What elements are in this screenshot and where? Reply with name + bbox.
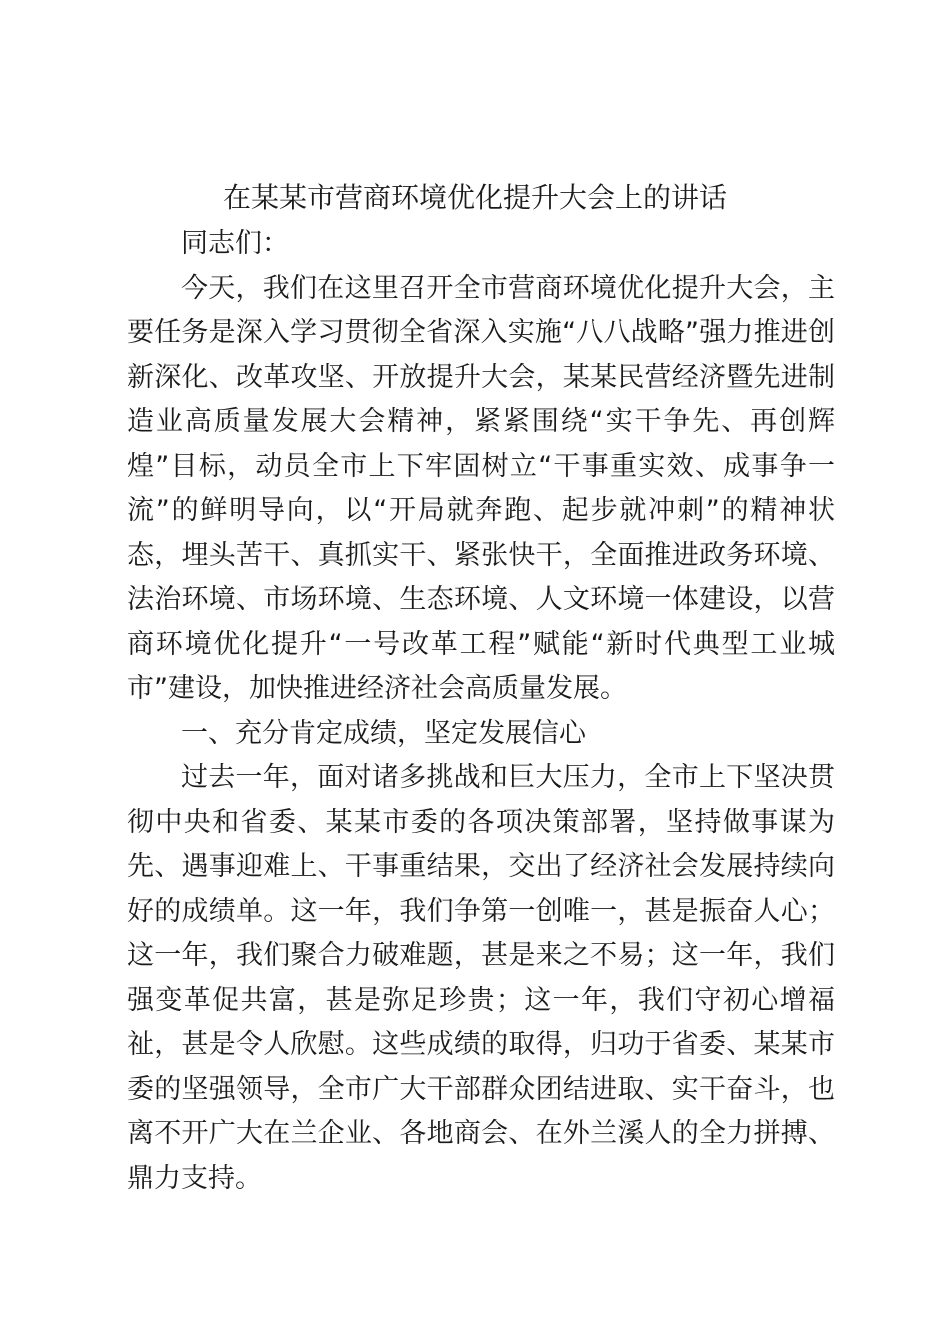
section-paragraph: 过去一年，面对诸多挑战和巨大压力，全市上下坚决贯彻中央和省委、某某市委的各项决策部署，坚持做事谋为先、遇事迎难上、干事重结果，交出了经济社会发展持续向好的成绩单。这一年，我们争第一创唯一，甚是振奋人心；这一年，我们聚合力破难题，甚是来之不易；这一年，我们强变革促共富，甚是弥足珍贵；这一年，我们守初心增福祉，甚是令人欣慰。这些成绩的取得，归功于省委、某某市委的坚强领导，全市广大干部群众团结进取、实干奋斗，也离不开广大在兰企业、各地商会、在外兰溪人的全力拼搏、鼎力支持。 — [127, 762, 835, 1194]
salutation: 同志们： — [181, 228, 289, 259]
document-title: 在某某市营商环境优化提升大会上的讲话 — [222, 181, 727, 214]
section-heading: 一、充分肯定成绩，坚定发展信心 — [181, 717, 586, 749]
intro-paragraph: 今天，我们在这里召开全市营商环境优化提升大会，主要任务是深入学习贯彻全省深入实施“八八战略”强力推进创新深化、改革攻坚、开放提升大会，某某民营经济暨先进制造业高质量发展大会精神，紧紧围绕“实干争先、再创辉煌”目标，动员全市上下牢固树立“干事重实效、成事争一流”的鲜明导向，以“开局就奔跑、起步就冲刺”的精神状态，埋头苦干、真抓实干、紧张快干，全面推进政务环境、法治环境、市场环境、生态环境、人文环境一体建设，以营商环境优化提升“一号改革工程”赋能“新时代典型工业城市”建设，加快推进经济社会高质量发展。 — [127, 272, 835, 704]
document-body — [127, 222, 835, 1201]
